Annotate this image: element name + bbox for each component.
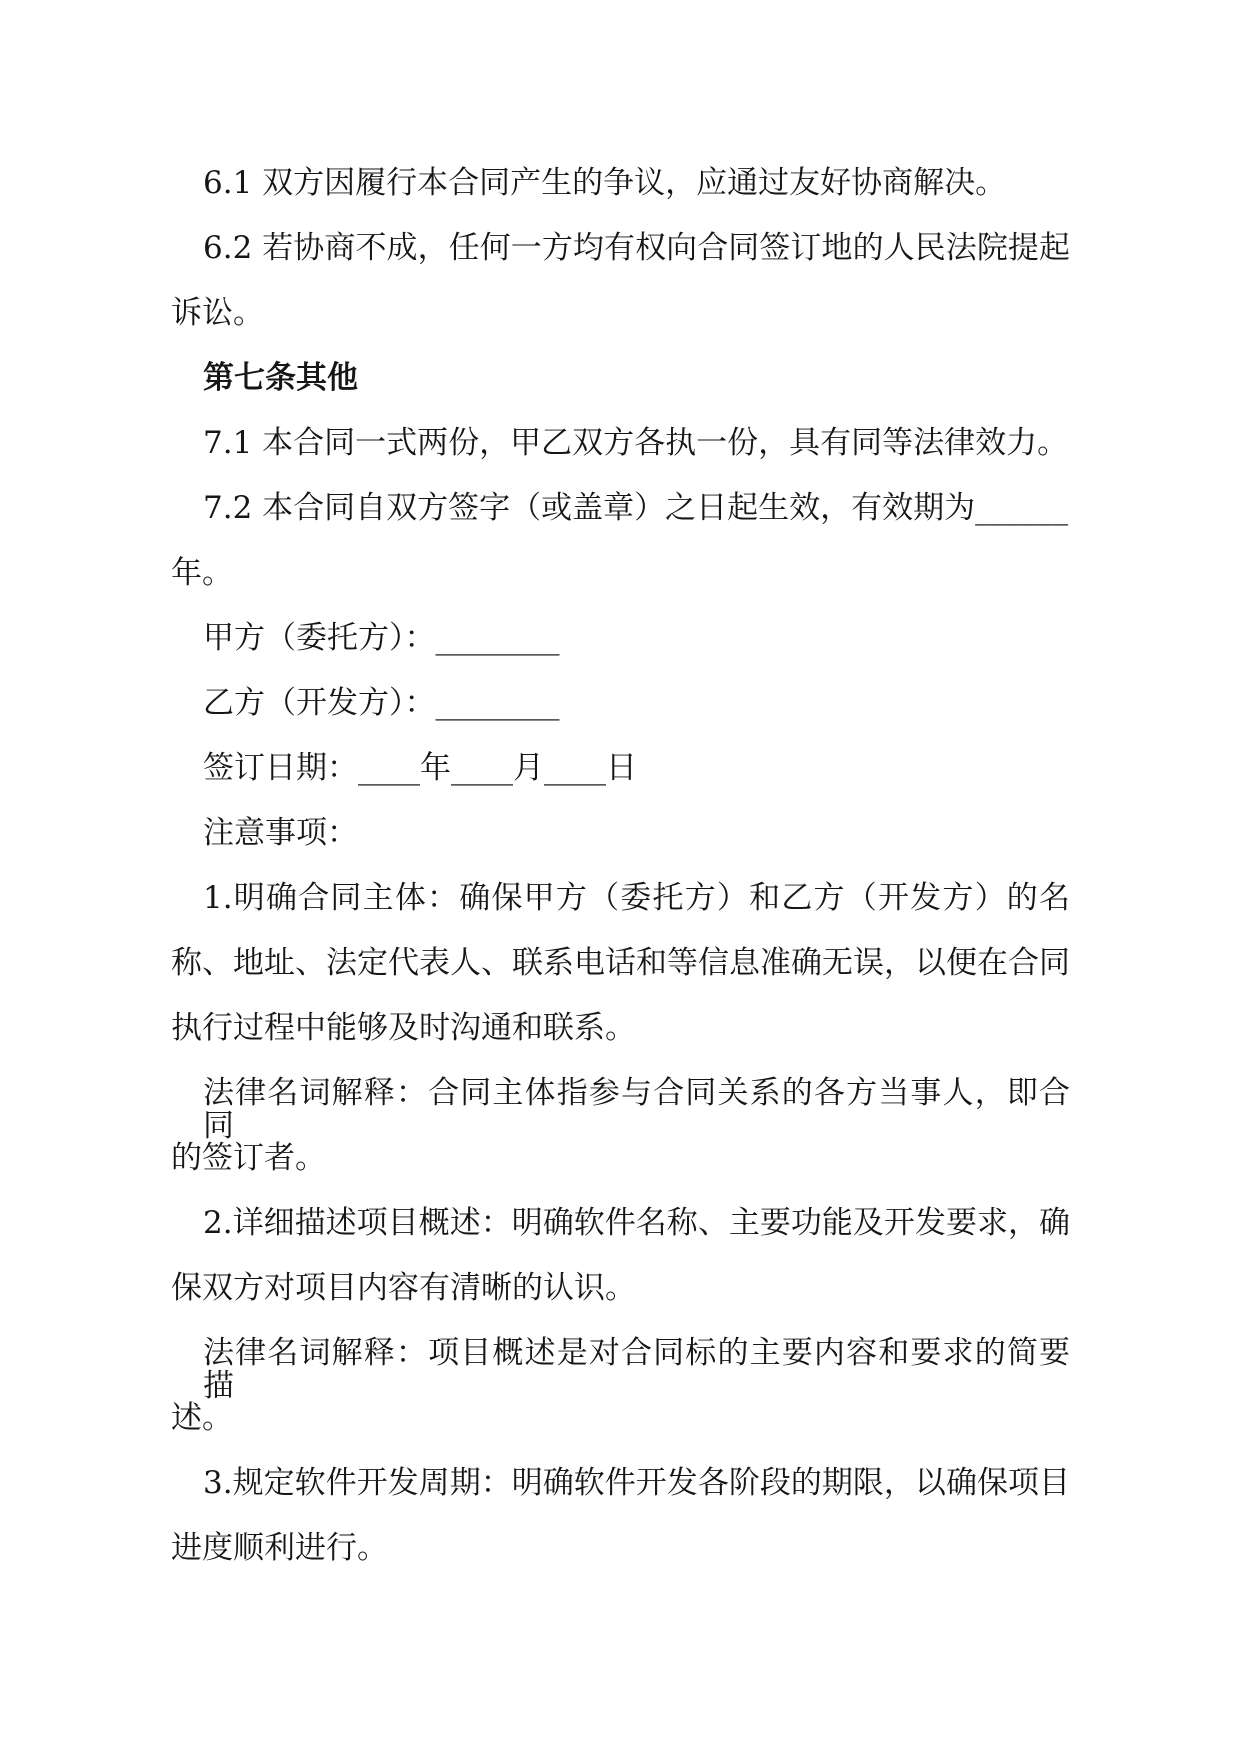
note-2-continuation: 保双方对项目内容有清晰的认识。 bbox=[171, 1270, 636, 1306]
document-body bbox=[171, 167, 1070, 1597]
clause-7-2-continuation: 年。 bbox=[171, 555, 233, 591]
note-3-continuation: 进度顺利进行。 bbox=[171, 1530, 388, 1566]
clause-6-1-line: 6.1 双方因履行本合同产生的争议，应通过友好协商解决。 bbox=[203, 165, 1007, 201]
clause-6-2-continuation: 诉讼。 bbox=[171, 295, 264, 331]
clause-6-2-line: 6.2 若协商不成，任何一方均有权向合同签订地的人民法院提起 bbox=[203, 230, 1070, 266]
party-b-signature-line: 乙方（开发方）：________ bbox=[203, 685, 560, 721]
note-2-line: 2.详细描述项目概述：明确软件名称、主要功能及开发要求，确 bbox=[203, 1205, 1070, 1241]
party-a-signature-line: 甲方（委托方）：________ bbox=[203, 620, 560, 656]
note-3-line: 3.规定软件开发周期：明确软件开发各阶段的期限，以确保项目 bbox=[203, 1465, 1070, 1501]
legal-term-note-2-cont: 述。 bbox=[171, 1400, 233, 1436]
notes-heading: 注意事项： bbox=[203, 815, 358, 851]
note-1-line: 1.明确合同主体：确保甲方（委托方）和乙方（开发方）的名 bbox=[203, 880, 1070, 916]
legal-term-note-1-cont: 的签订者。 bbox=[171, 1140, 326, 1176]
note-1-continuation-1: 称、地址、法定代表人、联系电话和等信息准确无误，以便在合同 bbox=[171, 945, 1070, 981]
article-7-heading: 第七条其他 bbox=[203, 360, 358, 396]
clause-7-1-line: 7.1 本合同一式两份，甲乙双方各执一份，具有同等法律效力。 bbox=[203, 425, 1069, 461]
clause-7-2-line: 7.2 本合同自双方签字（或盖章）之日起生效，有效期为______ bbox=[203, 490, 1069, 526]
signing-date-line: 签订日期：____年____月____日 bbox=[203, 750, 637, 786]
legal-term-note-1-line: 法律名词解释：合同主体指参与合同关系的各方当事人，即合同 bbox=[203, 1075, 1070, 1144]
note-1-continuation-2: 执行过程中能够及时沟通和联系。 bbox=[171, 1010, 636, 1046]
legal-term-note-2-line: 法律名词解释：项目概述是对合同标的主要内容和要求的简要描 bbox=[203, 1335, 1070, 1404]
